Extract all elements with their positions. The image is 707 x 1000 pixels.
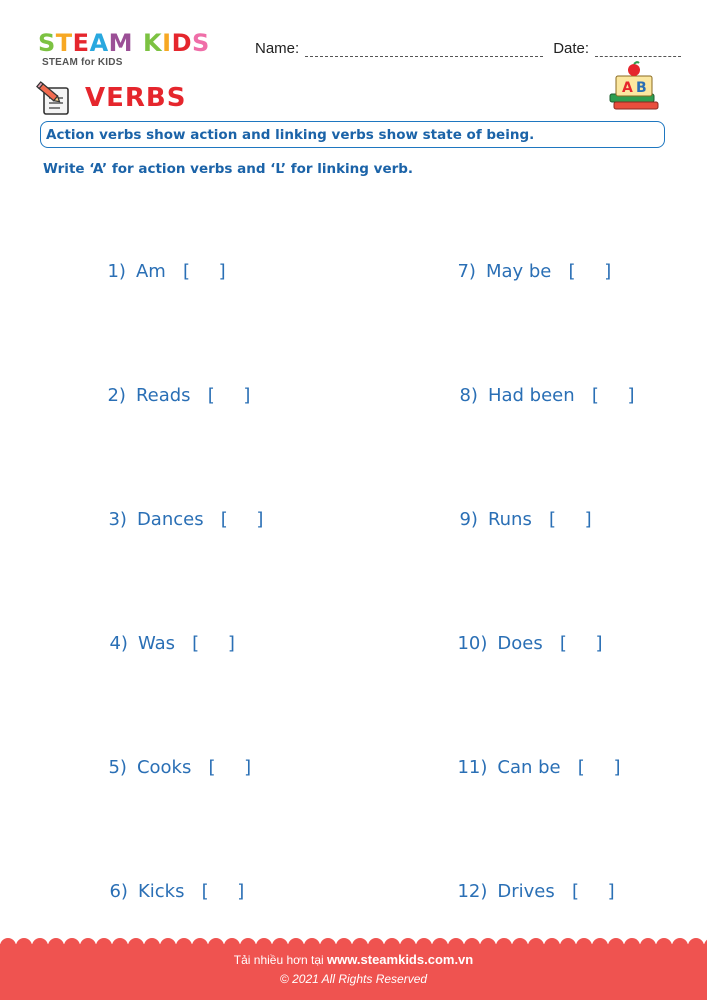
answer-box[interactable]: [ ] — [571, 881, 615, 902]
logo-letter: D — [171, 29, 193, 57]
item-word: Cooks — [136, 757, 192, 778]
verb-item — [97, 488, 263, 530]
verb-item — [98, 860, 244, 902]
answer-box[interactable]: [ ] — [591, 385, 635, 406]
logo-letter: E — [72, 29, 90, 57]
verb-item — [97, 736, 251, 778]
instruction-text: Write ‘A’ for action verbs and ‘L’ for linking verb. — [43, 161, 414, 177]
item-word: Drives — [497, 881, 555, 902]
answer-box[interactable]: [ ] — [192, 633, 235, 654]
item-number: 12) — [457, 881, 488, 902]
answer-box[interactable]: [ ] — [549, 509, 592, 530]
item-number: 10) — [457, 633, 488, 654]
item-number: 8) — [459, 385, 478, 406]
date-label: Date: — [553, 40, 590, 57]
footer-download-line — [0, 952, 707, 967]
logo-subtitle: STEAM for KIDS — [42, 57, 123, 68]
steam-kids-logo — [38, 30, 238, 70]
footer-site-link[interactable]: www.steamkids.com.vn — [327, 952, 474, 967]
name-field[interactable] — [305, 43, 543, 57]
logo-wordmark — [38, 30, 238, 56]
pencil-paper-icon — [36, 80, 74, 118]
verb-item — [446, 612, 603, 654]
footer-prefix: Tải nhiều hơn tại — [233, 953, 324, 967]
verb-item — [448, 364, 634, 406]
verb-item — [96, 364, 250, 406]
page-title: VERBS — [85, 83, 187, 113]
rule-text: Action verbs show action and linking verbs show state of being. — [46, 126, 535, 143]
svg-text:A: A — [622, 80, 633, 96]
answer-box[interactable]: [ ] — [208, 757, 252, 778]
verb-item — [446, 240, 611, 282]
item-number: 3) — [108, 509, 127, 530]
svg-text:B: B — [636, 80, 647, 96]
logo-letter: T — [55, 29, 73, 57]
verb-item — [96, 240, 226, 282]
item-word: May be — [485, 261, 552, 282]
answer-box[interactable]: [ ] — [207, 385, 251, 406]
logo-letter: S — [192, 29, 210, 57]
item-word: Was — [137, 633, 175, 654]
logo-letter: I — [162, 29, 172, 57]
answer-box[interactable]: [ ] — [201, 881, 245, 902]
date-field[interactable] — [595, 43, 681, 57]
logo-letter: M — [108, 29, 134, 57]
item-number: 9) — [459, 509, 478, 530]
verb-item — [448, 488, 592, 530]
item-number: 2) — [107, 385, 126, 406]
item-word: Runs — [487, 509, 532, 530]
answer-box[interactable]: [ ] — [220, 509, 264, 530]
item-number: 7) — [457, 261, 476, 282]
logo-letter: A — [89, 29, 109, 57]
logo-letter: K — [143, 29, 163, 57]
item-word: Kicks — [137, 881, 185, 902]
answer-box[interactable]: [ ] — [568, 261, 612, 282]
item-word: Am — [135, 261, 166, 282]
item-word: Can be — [497, 757, 561, 778]
verb-item — [446, 860, 615, 902]
item-word: Dances — [136, 509, 204, 530]
item-number: 11) — [457, 757, 488, 778]
footer-copyright: © 2021 All Rights Reserved — [279, 972, 428, 986]
answer-box[interactable]: [ ] — [559, 633, 603, 654]
name-label: Name: — [255, 40, 300, 57]
ab-books-icon — [604, 60, 666, 116]
verb-item — [98, 612, 235, 654]
item-number: 5) — [108, 757, 127, 778]
item-word: Does — [497, 633, 543, 654]
answer-box[interactable]: [ ] — [182, 261, 226, 282]
item-number: 1) — [107, 261, 126, 282]
item-word: Had been — [487, 385, 575, 406]
item-number: 6) — [109, 881, 128, 902]
item-word: Reads — [135, 385, 191, 406]
answer-box[interactable]: [ ] — [577, 757, 621, 778]
item-number: 4) — [109, 633, 128, 654]
rule-box — [40, 121, 665, 148]
name-date-row — [255, 40, 681, 57]
verb-item — [446, 736, 620, 778]
logo-letter: S — [38, 29, 56, 57]
